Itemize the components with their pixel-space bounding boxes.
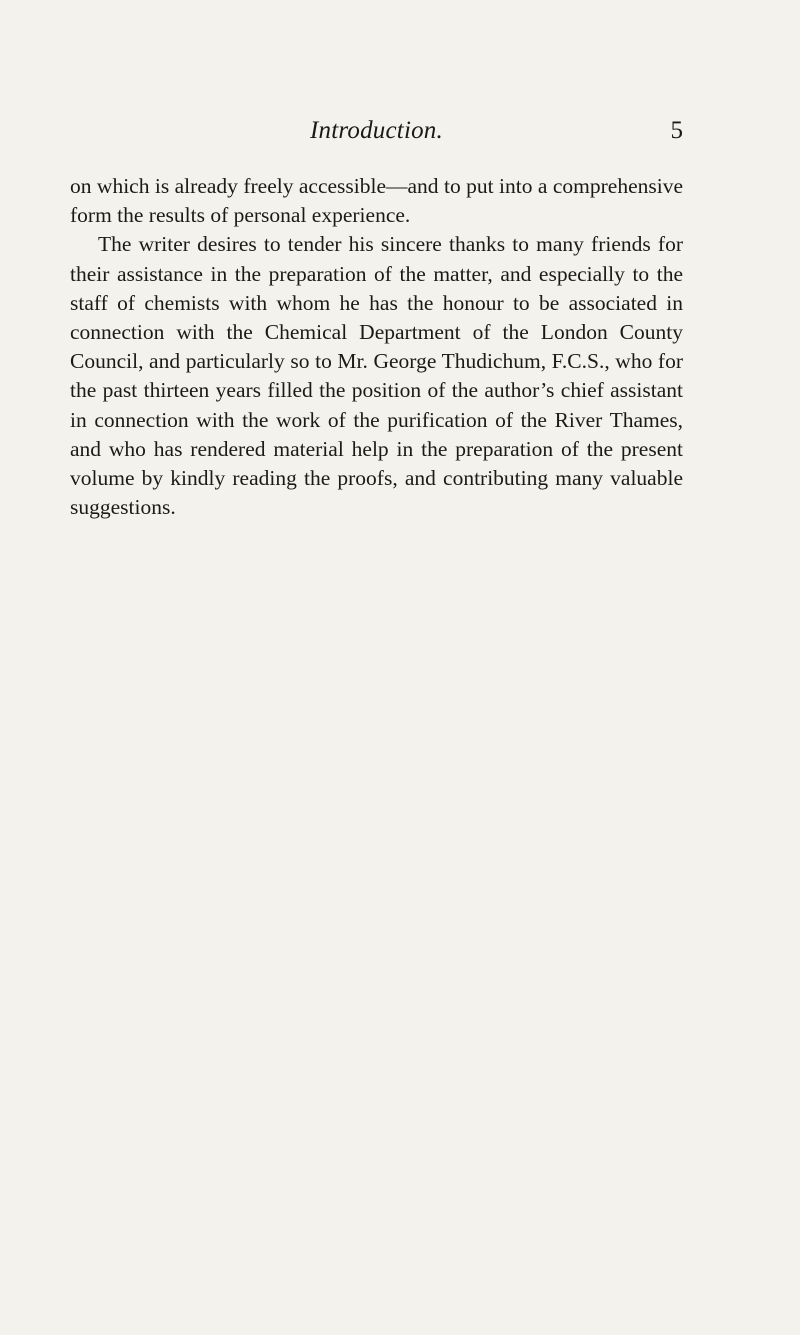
page-number: 5 <box>670 117 683 144</box>
paragraph-acknowledgements: The writer desires to tender his sincere thanks to many friends for their assistance in the preparation of the matter, and especially to the staff of chemists with whom he has the honour to be associated in connection with the Chemical Department of the London County Council, and particularly so to Mr. George Thudichum, F.C.S., who for the past thirteen years filled the position of the author’s chief assistant in connection with the work of the purification of the River Thames, and who has rendered material help in the preparation of the present volume by kindly reading the proofs, and contributing many valuable suggestions. <box>70 232 683 520</box>
body-text <box>70 172 683 522</box>
paragraph-continuation: on which is already freely accessible—and to put into a comprehensive form the results of personal experience. <box>70 174 683 228</box>
running-title: Introduction. <box>310 117 443 144</box>
running-head <box>70 117 683 153</box>
